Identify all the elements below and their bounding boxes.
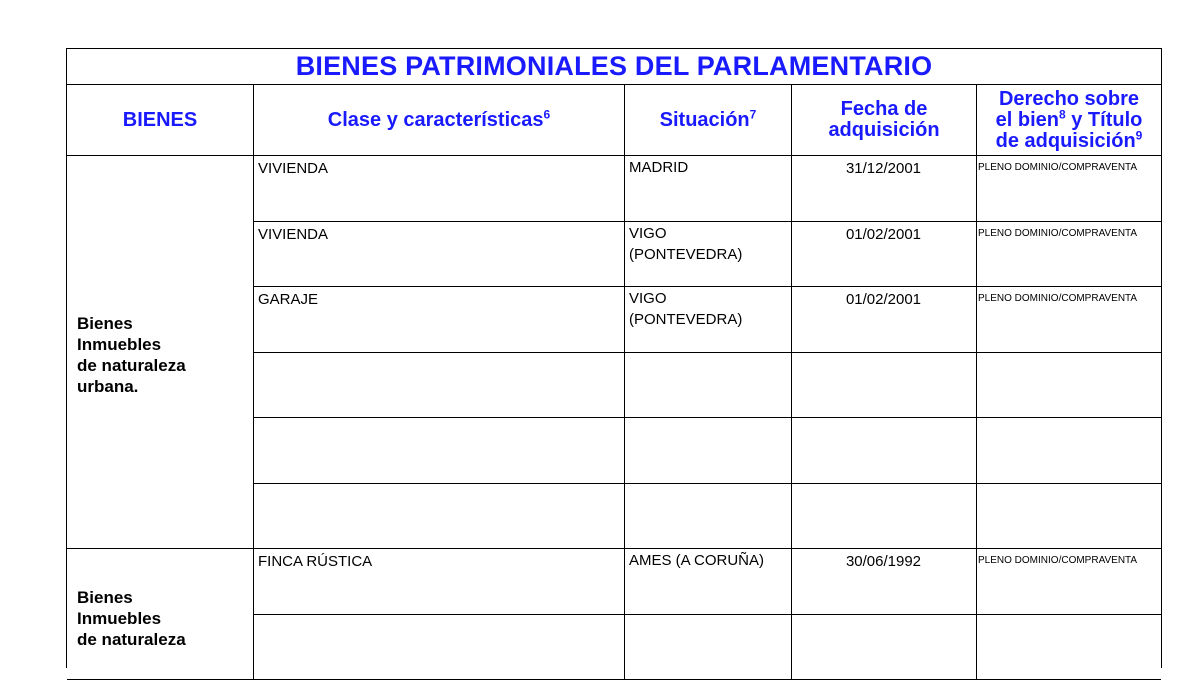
- group-divider: [67, 548, 1161, 549]
- cell-fecha: 01/02/2001: [845, 225, 922, 243]
- header-clase-text: Clase y características: [327, 108, 544, 131]
- row-divider: [253, 286, 1161, 287]
- header-fecha-line2: adquisición: [828, 119, 940, 141]
- column-divider: [976, 156, 977, 549]
- table-title: BIENES PATRIMONIALES DEL PARLAMENTARIO: [67, 49, 1161, 85]
- column-divider: [791, 549, 792, 680]
- cell-clase: GARAJE: [258, 291, 319, 308]
- group-label: [77, 313, 186, 397]
- column-divider: [791, 85, 792, 155]
- cell-derecho: PLENO DOMINIO/COMPRAVENTA: [978, 293, 1138, 304]
- cell-situacion: MADRID: [629, 159, 689, 176]
- header-situacion-label: [659, 106, 757, 131]
- assets-table: [66, 48, 1162, 668]
- column-divider: [253, 549, 254, 680]
- cell-situacion-line2: (PONTEVEDRA): [629, 245, 743, 263]
- footnote-marker: 8: [1059, 106, 1066, 121]
- header-fecha-line1: Fecha de: [840, 98, 928, 120]
- header-clase: [254, 85, 624, 155]
- cell-situacion: VIGO: [629, 224, 667, 242]
- cell-derecho: PLENO DOMINIO/COMPRAVENTA: [978, 555, 1138, 566]
- cell-situacion: VIGO: [629, 290, 667, 307]
- group-label-line: de naturaleza: [77, 355, 186, 375]
- group-label-line: Bienes: [77, 588, 133, 607]
- cell-derecho: PLENO DOMINIO/COMPRAVENTA: [978, 162, 1138, 173]
- row-divider: [253, 352, 1161, 353]
- footnote-marker: 7: [749, 106, 757, 121]
- group-label-line: Inmuebles: [77, 334, 162, 354]
- column-divider: [976, 85, 977, 155]
- group-label-line: Inmuebles: [77, 609, 162, 628]
- row-divider: [253, 614, 1161, 615]
- header-derecho-line3: de adquisición: [995, 129, 1136, 152]
- row-divider: [253, 221, 1161, 222]
- row-divider: [253, 417, 1161, 418]
- column-divider: [624, 85, 625, 155]
- column-divider: [791, 156, 792, 549]
- column-divider: [253, 156, 254, 549]
- cell-situacion: AMES (A CORUÑA): [629, 552, 765, 569]
- header-situacion: [625, 85, 791, 155]
- header-derecho-line1: Derecho sobre: [998, 87, 1140, 110]
- group-label: [77, 587, 186, 650]
- cell-clase: VIVIENDA: [258, 160, 329, 177]
- header-bienes-label: BIENES: [122, 108, 198, 131]
- cell-derecho: PLENO DOMINIO/COMPRAVENTA: [978, 227, 1138, 239]
- row-divider: [253, 483, 1161, 484]
- group-label-line: urbana.: [77, 376, 139, 396]
- cell-fecha: 01/02/2001: [845, 291, 922, 308]
- header-clase-label: [327, 106, 551, 131]
- header-derecho-line2b: y Título: [1065, 108, 1143, 131]
- footnote-marker: 9: [1135, 127, 1143, 142]
- cell-fecha: 30/06/1992: [845, 553, 922, 570]
- column-divider: [976, 549, 977, 680]
- cell-clase: FINCA RÚSTICA: [258, 553, 373, 570]
- footnote-marker: 6: [543, 106, 551, 121]
- column-divider: [624, 156, 625, 549]
- header-divider: [67, 155, 1161, 156]
- column-divider: [624, 549, 625, 680]
- header-bienes: [67, 85, 253, 155]
- header-derecho-label: [996, 89, 1143, 152]
- cell-situacion-line2: (PONTEVEDRA): [629, 311, 743, 328]
- header-fecha: [792, 85, 976, 155]
- cell-clase: VIVIENDA: [258, 225, 329, 243]
- group-label-line: de naturaleza: [77, 630, 186, 649]
- cell-fecha: 31/12/2001: [845, 160, 922, 177]
- header-derecho: [977, 85, 1161, 155]
- header-situacion-text: Situación: [659, 108, 750, 131]
- header-derecho-line2a: el bien: [995, 108, 1059, 131]
- group-label-line: Bienes: [77, 313, 133, 333]
- column-divider: [253, 85, 254, 155]
- header-fecha-label: [828, 99, 939, 141]
